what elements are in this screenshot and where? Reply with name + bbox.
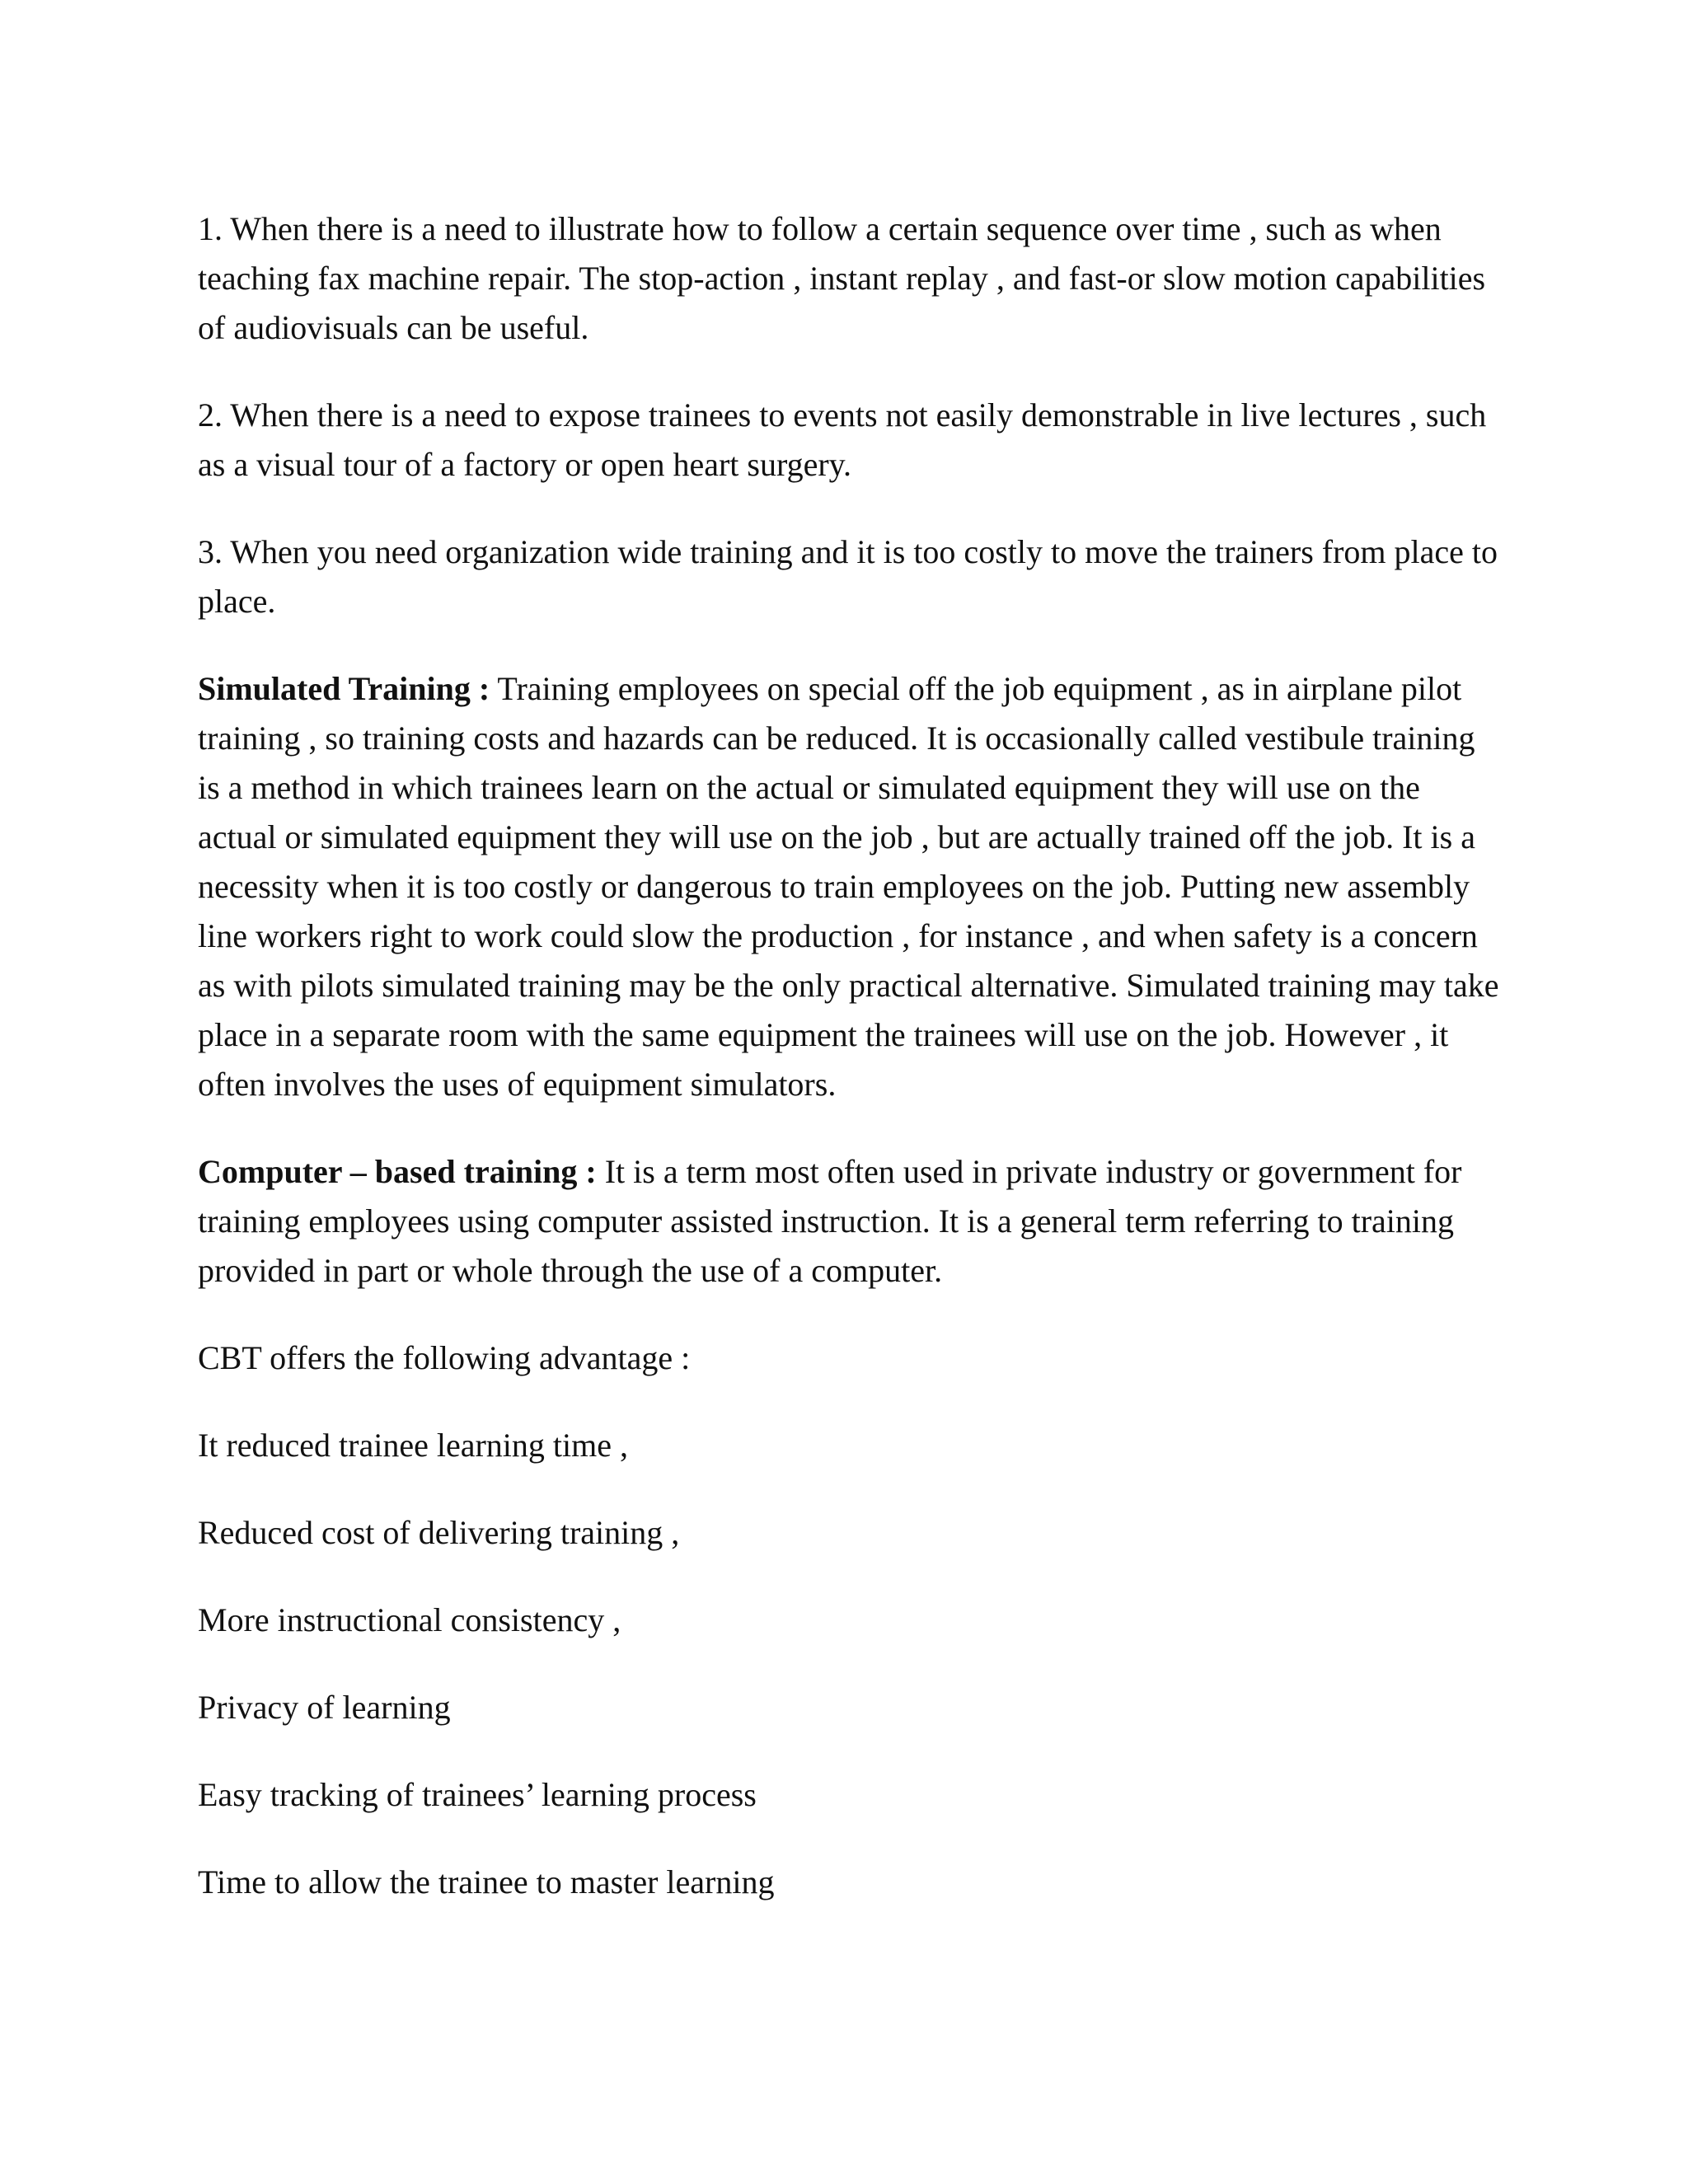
- computer-based-training-text: It is a term most often used in private industry or government for training employees using computer assisted instruction. It is a general term referring to training provided in part or whole through the use of a computer.: [198, 1153, 1462, 1289]
- cbt-advantages-intro: CBT offers the following advantage :: [198, 1339, 691, 1376]
- simulated-training-text: Training employees on special off the job equipment , as in airplane pilot training , so training costs and hazards can be reduced. It is occasionally called vestibule training is a method in which trainees learn on the actual or simulated equipment they will use on the actual or simulated equipment they will use on the job , but are actually trained off the job. It is a necessity when it is too costly or dangerous to train employees on the job. Putting new assembly line workers right to work could slow the production , for instance , and when safety is a concern as with pilots simulated training may be the only practical alternative. Simulated training may take place in a separate room with the same equipment the trainees will use on the job. However , it often involves the uses of equipment simulators.: [198, 670, 1499, 1103]
- simulated-training-term: Simulated Training :: [198, 670, 490, 707]
- numbered-point-2: 2. When there is a need to expose trainees to events not easily demonstrable in live lectures , such as a visual tour of a factory or open heart surgery.: [198, 396, 1487, 483]
- numbered-point-3: 3. When you need organization wide training and it is too costly to move the trainers from place to place.: [198, 533, 1498, 620]
- cbt-advantage-item: It reduced trainee learning time ,: [198, 1427, 628, 1464]
- computer-based-training-term: Computer – based training :: [198, 1153, 597, 1190]
- cbt-advantage-item: Reduced cost of delivering training ,: [198, 1514, 680, 1551]
- cbt-advantage-item: Time to allow the trainee to master learning: [198, 1863, 775, 1900]
- simulated-training-paragraph: [198, 664, 1504, 1109]
- document-body: [198, 204, 1504, 1945]
- cbt-advantage-item: More instructional consistency ,: [198, 1601, 621, 1638]
- numbered-point-1: 1. When there is a need to illustrate how to follow a certain sequence over time , such as when teaching fax machine repair. The stop-action , instant replay , and fast-or slow motion capabilities of audiovisuals can be useful.: [198, 210, 1486, 346]
- cbt-advantage-item: Easy tracking of trainees’ learning process: [198, 1776, 757, 1813]
- cbt-advantage-item: Privacy of learning: [198, 1689, 451, 1726]
- computer-based-training-paragraph: [198, 1147, 1504, 1296]
